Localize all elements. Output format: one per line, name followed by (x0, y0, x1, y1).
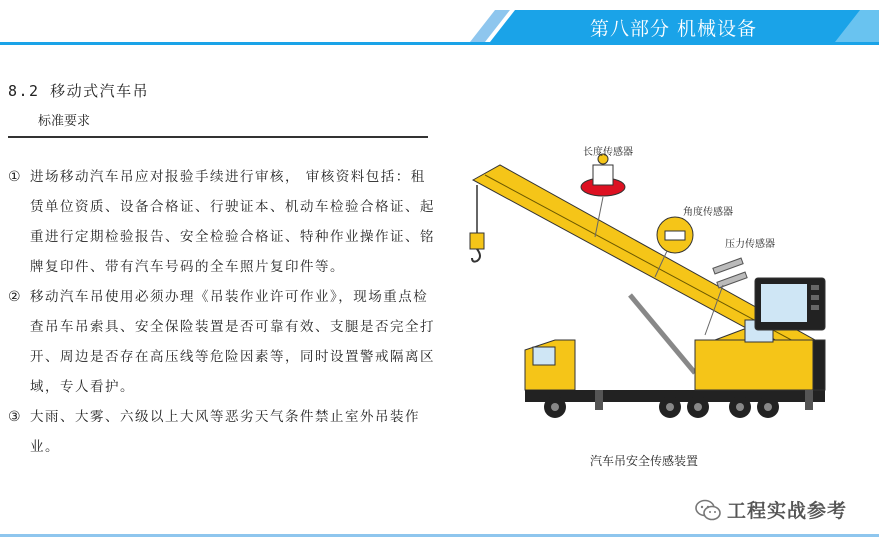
angle-sensor-label: 角度传感器 (683, 207, 733, 218)
length-sensor-label: 长度传感器 (583, 147, 633, 158)
section-divider (8, 136, 428, 138)
requirements-list (8, 162, 438, 462)
wechat-icon (695, 499, 721, 521)
monitor-display-icon (755, 278, 825, 330)
figure-caption: 汽车吊安全传感装置 (590, 454, 699, 468)
requirement-number: ③ (8, 409, 23, 425)
section-title: 8.2 移动式汽车吊 (8, 82, 150, 100)
requirement-text: 大雨、大雾、六级以上大风等恶劣天气条件禁止室外吊装作业。 (30, 409, 420, 455)
requirement-number: ① (8, 169, 23, 185)
requirement-text: 移动汽车吊使用必须办理《吊装作业许可作业》，现场重点检查吊车吊索具、安全保险装置是否可靠有效、支腿是否完全打开、周边是否存在高压线等危险因素等，同时设置警戒隔离区域，专人看护。 (30, 289, 435, 395)
section-subtitle: 标准要求 (38, 114, 91, 129)
header-title: 第八部分 机械设备 (590, 18, 758, 40)
length-sensor-icon (581, 154, 625, 196)
crane-illustration (455, 135, 870, 435)
watermark (695, 496, 847, 523)
watermark-text: 工程实战参考 (727, 500, 848, 522)
requirement-item (8, 282, 438, 402)
pressure-sensor-label: 压力传感器 (725, 239, 775, 250)
requirement-number: ② (8, 289, 23, 305)
requirement-text: 进场移动汽车吊应对报验手续进行审核， 审核资料包括：租赁单位资质、设备合格证、行驶证本、机动车检验合格证、起重进行定期检验报告、安全检验合格证、特种作业操作证、铭牌复印件、带有汽车号码的全车照片复印件等。 (30, 169, 435, 275)
requirement-item (8, 402, 438, 462)
angle-sensor-icon (657, 217, 693, 253)
bottom-accent-line (0, 534, 879, 537)
pressure-sensor-icon (713, 258, 747, 288)
requirement-item (8, 162, 438, 282)
